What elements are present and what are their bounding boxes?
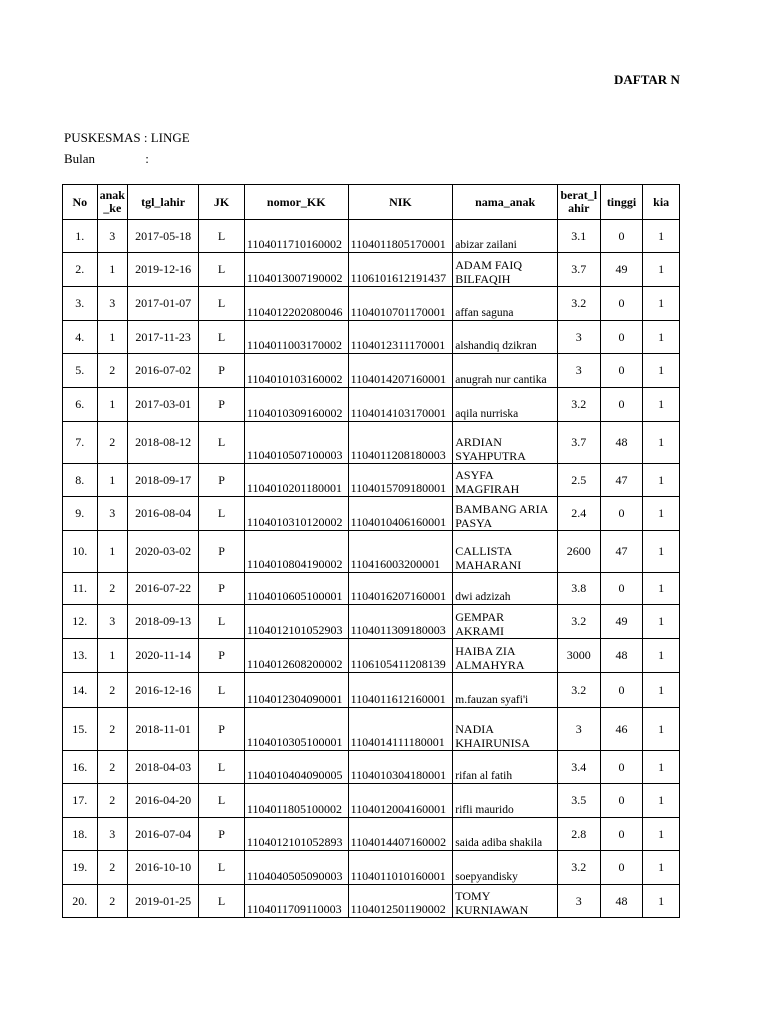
row-tgl-lahir: 2016-07-02 [128,354,199,388]
row-kia: 1 [643,220,680,253]
row-tgl-lahir: 2016-08-04 [128,497,199,531]
row-nama-anak: soepyandisky [453,851,558,885]
col-header-nama-anak: nama_anak [453,185,558,220]
row-anak-ke: 2 [97,573,127,605]
bulan-label: Bulan [64,151,96,166]
row-anak-ke: 2 [97,851,127,885]
row-anak-ke: 1 [97,464,127,497]
row-berat-lahir: 3.2 [557,287,600,321]
row-anak-ke: 3 [97,497,127,531]
row-nama-anak: anugrah nur cantika [453,354,558,388]
row-kia: 1 [643,287,680,321]
row-nama-anak: CALLISTA MAHARANI [453,531,558,573]
row-nomor-kk: 1104012101052893 [244,818,348,851]
row-kia: 1 [643,321,680,354]
row-tinggi: 0 [600,851,643,885]
row-nama-anak: rifli maurido [453,784,558,818]
row-tgl-lahir: 2018-11-01 [128,708,199,751]
table-row [63,708,680,751]
row-nama-anak: alshandiq dzikran [453,321,558,354]
row-nik: 1104012004160001 [348,784,453,818]
row-nik: 1104014407160002 [348,818,453,851]
row-tgl-lahir: 2017-01-07 [128,287,199,321]
row-nama-anak: TOMY KURNIAWAN [453,885,558,918]
row-berat-lahir: 3 [557,321,600,354]
col-header-no: No [63,185,98,220]
row-jk: L [199,422,245,464]
row-anak-ke: 1 [97,253,127,287]
row-jk: L [199,673,245,708]
row-jk: L [199,253,245,287]
table-row [63,885,680,918]
row-tinggi: 0 [600,220,643,253]
row-berat-lahir: 3.7 [557,253,600,287]
row-berat-lahir: 3.4 [557,751,600,784]
table-row [63,220,680,253]
row-no: 16. [63,751,98,784]
row-no: 18. [63,818,98,851]
row-kia: 1 [643,784,680,818]
row-jk: L [199,287,245,321]
row-nama-anak: aqila nurriska [453,388,558,422]
table-header-row [63,185,680,220]
row-kia: 1 [643,422,680,464]
row-nomor-kk: 1104010201180001 [244,464,348,497]
row-berat-lahir: 2.5 [557,464,600,497]
row-nama-anak: ASYFA MAGFIRAH [453,464,558,497]
table-row [63,321,680,354]
row-kia: 1 [643,851,680,885]
row-no: 19. [63,851,98,885]
row-tgl-lahir: 2017-03-01 [128,388,199,422]
row-berat-lahir: 3.1 [557,220,600,253]
row-tgl-lahir: 2020-03-02 [128,531,199,573]
row-no: 15. [63,708,98,751]
row-nama-anak: NADIA KHAIRUNISA [453,708,558,751]
row-tinggi: 0 [600,354,643,388]
row-nama-anak: ARDIAN SYAHPUTRA [453,422,558,464]
children-table [62,184,680,918]
row-jk: L [199,321,245,354]
row-anak-ke: 3 [97,287,127,321]
col-header-kia: kia [643,185,680,220]
row-nik: 1106105411208139 [348,639,453,673]
row-anak-ke: 3 [97,818,127,851]
row-nik: 1104012501190002 [348,885,453,918]
row-kia: 1 [643,673,680,708]
row-tgl-lahir: 2020-11-14 [128,639,199,673]
row-jk: L [199,751,245,784]
row-nama-anak: ADAM FAIQ BILFAQIH [453,253,558,287]
row-kia: 1 [643,354,680,388]
col-header-tgl-lahir: tgl_lahir [128,185,199,220]
row-nik: 1104014111180001 [348,708,453,751]
row-anak-ke: 1 [97,388,127,422]
row-kia: 1 [643,573,680,605]
row-tinggi: 46 [600,708,643,751]
row-tinggi: 0 [600,751,643,784]
table-row [63,639,680,673]
row-nik: 1106101612191437 [348,253,453,287]
row-anak-ke: 3 [97,220,127,253]
row-nomor-kk: 1104010507100003 [244,422,348,464]
row-tgl-lahir: 2019-12-16 [128,253,199,287]
row-berat-lahir: 2.8 [557,818,600,851]
row-jk: P [199,639,245,673]
row-nama-anak: abizar zailani [453,220,558,253]
row-no: 1. [63,220,98,253]
row-nik: 1104011208180003 [348,422,453,464]
row-nik: 1104010406160001 [348,497,453,531]
row-anak-ke: 2 [97,784,127,818]
row-jk: P [199,464,245,497]
row-no: 10. [63,531,98,573]
row-nomor-kk: 1104011003170002 [244,321,348,354]
row-nomor-kk: 1104011710160002 [244,220,348,253]
row-anak-ke: 1 [97,639,127,673]
row-nama-anak: rifan al fatih [453,751,558,784]
row-jk: P [199,573,245,605]
row-tinggi: 0 [600,497,643,531]
row-tinggi: 47 [600,531,643,573]
row-anak-ke: 2 [97,751,127,784]
row-anak-ke: 2 [97,708,127,751]
puskesmas-line [64,130,190,146]
bulan-line [64,151,149,167]
row-nomor-kk: 1104010309160002 [244,388,348,422]
row-nomor-kk: 1104012608200002 [244,639,348,673]
col-header-nomor-kk: nomor_KK [244,185,348,220]
row-nomor-kk: 1104012202080046 [244,287,348,321]
puskesmas-label: PUSKESMAS [64,130,141,145]
row-tinggi: 49 [600,605,643,639]
row-anak-ke: 2 [97,673,127,708]
row-nik: 1104010304180001 [348,751,453,784]
row-nama-anak: affan saguna [453,287,558,321]
row-berat-lahir: 3.2 [557,851,600,885]
row-berat-lahir: 3 [557,354,600,388]
row-kia: 1 [643,388,680,422]
row-jk: L [199,885,245,918]
table-row [63,422,680,464]
row-jk: L [199,784,245,818]
row-tgl-lahir: 2018-04-03 [128,751,199,784]
row-tgl-lahir: 2018-09-17 [128,464,199,497]
row-nomor-kk: 1104040505090003 [244,851,348,885]
row-kia: 1 [643,605,680,639]
row-nik: 1104014103170001 [348,388,453,422]
row-tgl-lahir: 2018-08-12 [128,422,199,464]
row-no: 20. [63,885,98,918]
row-tinggi: 49 [600,253,643,287]
row-nik: 110416003200001 [348,531,453,573]
row-kia: 1 [643,497,680,531]
row-tgl-lahir: 2019-01-25 [128,885,199,918]
row-kia: 1 [643,885,680,918]
table-row [63,751,680,784]
row-berat-lahir: 3.8 [557,573,600,605]
row-tgl-lahir: 2017-11-23 [128,321,199,354]
row-tinggi: 48 [600,639,643,673]
row-kia: 1 [643,818,680,851]
row-nomor-kk: 1104010605100001 [244,573,348,605]
table-row [63,287,680,321]
table-row [63,464,680,497]
row-tgl-lahir: 2016-12-16 [128,673,199,708]
row-no: 13. [63,639,98,673]
row-no: 4. [63,321,98,354]
row-nik: 1104010701170001 [348,287,453,321]
row-nama-anak: HAIBA ZIA ALMAHYRA [453,639,558,673]
row-nomor-kk: 1104010404090005 [244,751,348,784]
bulan-value: : [145,151,149,166]
row-nik: 1104011612160001 [348,673,453,708]
table-row [63,851,680,885]
row-nomor-kk: 1104010310120002 [244,497,348,531]
table-row [63,253,680,287]
row-nik: 1104011805170001 [348,220,453,253]
row-jk: P [199,354,245,388]
row-berat-lahir: 3.2 [557,673,600,708]
row-berat-lahir: 2600 [557,531,600,573]
row-no: 6. [63,388,98,422]
row-nama-anak: GEMPAR AKRAMI [453,605,558,639]
row-anak-ke: 2 [97,354,127,388]
row-berat-lahir: 3.5 [557,784,600,818]
row-kia: 1 [643,253,680,287]
col-header-nik: NIK [348,185,453,220]
row-tgl-lahir: 2016-10-10 [128,851,199,885]
row-tinggi: 47 [600,464,643,497]
row-kia: 1 [643,708,680,751]
row-nama-anak: dwi adzizah [453,573,558,605]
row-no: 5. [63,354,98,388]
col-header-anak-ke: anak_ke [97,185,127,220]
row-nomor-kk: 1104010103160002 [244,354,348,388]
row-anak-ke: 2 [97,422,127,464]
row-tinggi: 0 [600,388,643,422]
row-jk: P [199,818,245,851]
row-no: 2. [63,253,98,287]
row-anak-ke: 2 [97,885,127,918]
row-nomor-kk: 1104012101052903 [244,605,348,639]
row-anak-ke: 3 [97,605,127,639]
row-tgl-lahir: 2016-04-20 [128,784,199,818]
table-row [63,818,680,851]
puskesmas-value: : LINGE [143,130,190,145]
row-jk: L [199,497,245,531]
row-tgl-lahir: 2016-07-04 [128,818,199,851]
table-row [63,573,680,605]
document-title: DAFTAR N [614,72,680,87]
row-jk: P [199,388,245,422]
row-nik: 1104014207160001 [348,354,453,388]
col-header-jk: JK [199,185,245,220]
row-no: 17. [63,784,98,818]
row-berat-lahir: 3000 [557,639,600,673]
row-nomor-kk: 1104010305100001 [244,708,348,751]
row-kia: 1 [643,751,680,784]
row-nik: 1104011309180003 [348,605,453,639]
table-row [63,605,680,639]
row-berat-lahir: 3.7 [557,422,600,464]
row-tinggi: 0 [600,673,643,708]
row-nomor-kk: 1104010804190002 [244,531,348,573]
col-header-tinggi: tinggi [600,185,643,220]
row-no: 11. [63,573,98,605]
row-nik: 1104011010160001 [348,851,453,885]
table-row [63,388,680,422]
row-jk: L [199,851,245,885]
row-berat-lahir: 3.2 [557,388,600,422]
row-kia: 1 [643,531,680,573]
row-anak-ke: 1 [97,321,127,354]
row-tinggi: 0 [600,818,643,851]
row-tinggi: 0 [600,573,643,605]
row-jk: P [199,708,245,751]
row-nik: 1104016207160001 [348,573,453,605]
table-row [63,497,680,531]
row-nama-anak: saida adiba shakila [453,818,558,851]
row-jk: L [199,605,245,639]
row-no: 12. [63,605,98,639]
row-nama-anak: m.fauzan syafi'i [453,673,558,708]
row-tgl-lahir: 2016-07-22 [128,573,199,605]
row-jk: P [199,531,245,573]
row-kia: 1 [643,639,680,673]
row-nama-anak: BAMBANG ARIA PASYA [453,497,558,531]
row-no: 7. [63,422,98,464]
row-berat-lahir: 3 [557,885,600,918]
table-row [63,784,680,818]
table-row [63,531,680,573]
row-no: 3. [63,287,98,321]
row-kia: 1 [643,464,680,497]
row-tinggi: 0 [600,784,643,818]
row-tgl-lahir: 2017-05-18 [128,220,199,253]
row-nomor-kk: 1104011805100002 [244,784,348,818]
row-no: 9. [63,497,98,531]
table-row [63,354,680,388]
row-nomor-kk: 1104012304090001 [244,673,348,708]
row-tinggi: 48 [600,422,643,464]
row-berat-lahir: 2.4 [557,497,600,531]
row-tinggi: 48 [600,885,643,918]
row-nik: 1104015709180001 [348,464,453,497]
row-nomor-kk: 1104011709110003 [244,885,348,918]
row-no: 8. [63,464,98,497]
row-tgl-lahir: 2018-09-13 [128,605,199,639]
row-tinggi: 0 [600,287,643,321]
row-tinggi: 0 [600,321,643,354]
row-no: 14. [63,673,98,708]
row-anak-ke: 1 [97,531,127,573]
row-nik: 1104012311170001 [348,321,453,354]
col-header-berat-lahir: berat_lahir [557,185,600,220]
row-berat-lahir: 3.2 [557,605,600,639]
row-nomor-kk: 1104013007190002 [244,253,348,287]
row-berat-lahir: 3 [557,708,600,751]
table-row [63,673,680,708]
row-jk: L [199,220,245,253]
